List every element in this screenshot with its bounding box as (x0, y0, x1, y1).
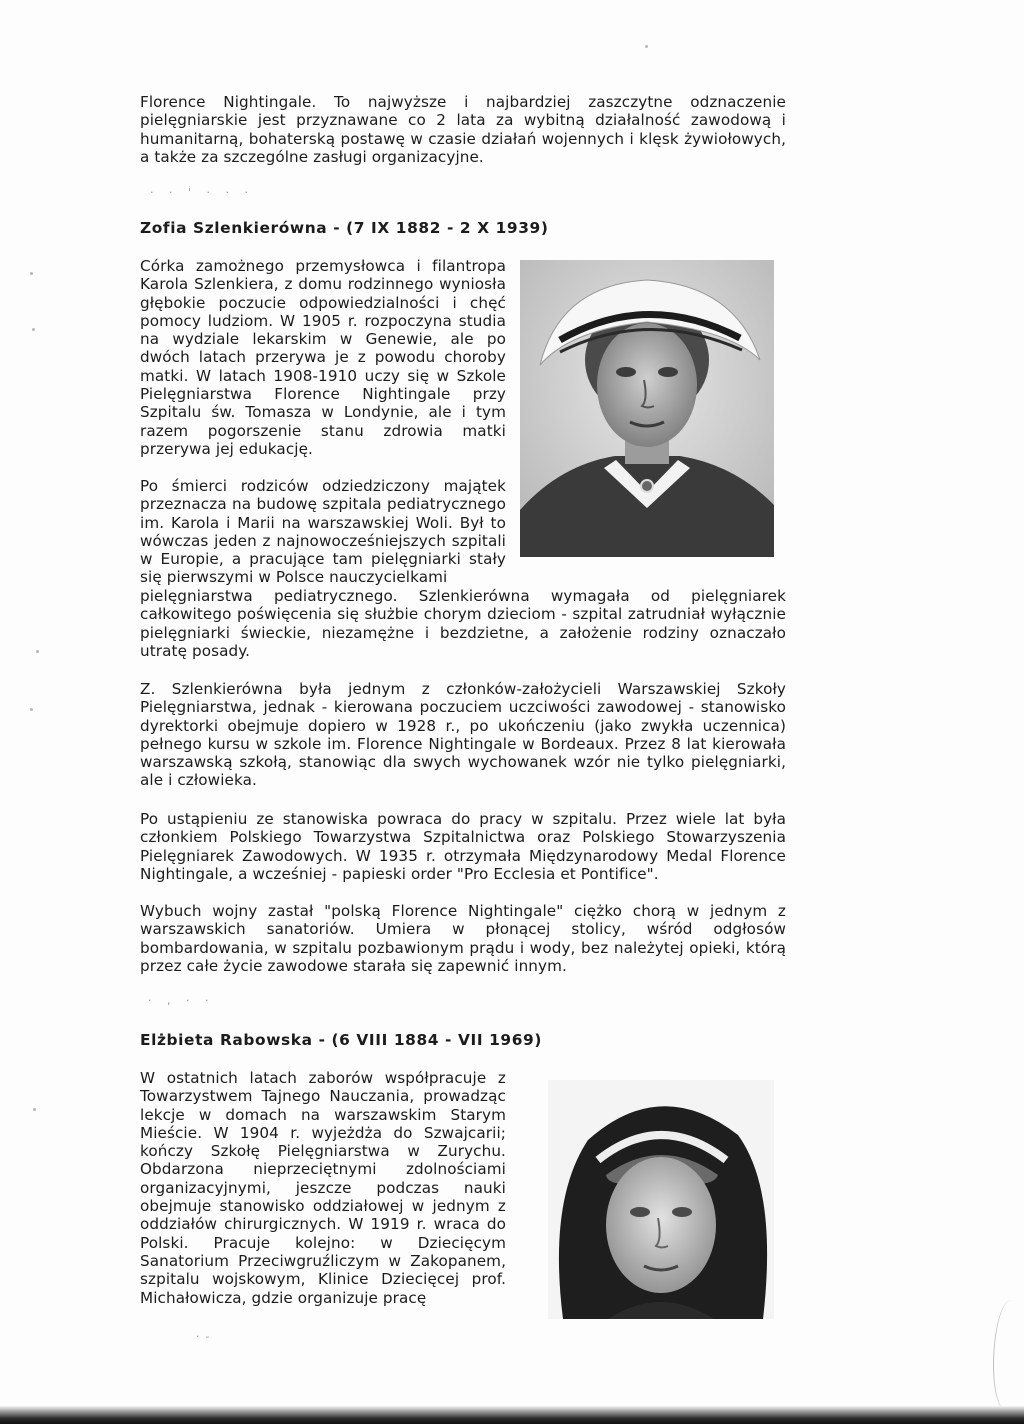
page-curl (993, 1300, 1024, 1410)
scan-smudge: · · ' · · · (150, 186, 254, 199)
scan-speck (32, 328, 35, 331)
portrait-photo-rabowska (548, 1080, 774, 1319)
section-heading-rabowska: Elżbieta Rabowska - (6 VIII 1884 - VII 1969) (140, 1031, 542, 1049)
scan-speck (30, 272, 33, 275)
scan-smudge: ·- (196, 1330, 216, 1343)
scanner-bottom-edge (0, 1406, 1024, 1424)
szlenkierowna-paragraph-5: Wybuch wojny zastał "polską Florence Nightingale" ciężko chorą w jednym z warszawskich sanatoriów. Umiera w płonącej stolicy, wśród odgłosów bombardowania, w szpitalu pozbawionym prądu i wody, bez należytej opieki, którą przez całe życie zawodowe starała się zapewnić innym. (140, 902, 786, 975)
scan-speck (33, 1108, 36, 1111)
scan-speck (30, 708, 33, 711)
intro-paragraph: Florence Nightingale. To najwyższe i najbardziej zaszczytne odznaczenie pielęgniarskie jest przyznawane co 2 lata za wybitną działalność zawodową i humanitarną, bohaterską postawę w czasie działań wojennych i klęsk żywiołowych, a także za szczególne zasługi organizacyjne. (140, 93, 786, 166)
scan-speck (645, 45, 648, 48)
scan-speck (36, 650, 39, 653)
szlenkierowna-paragraph-4: Po ustąpieniu ze stanowiska powraca do pracy w szpitalu. Przez wiele lat była członkiem Polskiego Towarzystwa Szpitalnictwa oraz Polskiego Stowarzyszenia Pielęgniarek Zawodowych. W 1935 r. otrzymała Międzynarodowy Medal Florence Nightingale, a wcześniej - papieski order "Pro Ecclesia et Pontifice". (140, 810, 786, 883)
portrait-nurse-white-cap-icon (520, 260, 774, 557)
szlenkierowna-paragraph-2b: pielęgniarstwa pediatrycznego. Szlenkierówna wymagała od pielęgniarek całkowitego poświęcenia się służbie chorym dzieciom - szpital zatrudniał wyłącznie pielęgniarki świeckie, niezamężne i bezdzietne, a założenie rodziny oznaczało utratę posady. (140, 587, 786, 660)
section-heading-szlenkierowna: Zofia Szlenkierówna - (7 IX 1882 - 2 X 1939) (140, 219, 549, 237)
rabowska-paragraph-1: W ostatnich latach zaborów współpracuje z Towarzystwem Tajnego Nauczania, prowadząc lekcje w domach na warszawskim Starym Mieście. W 1904 r. wyjeżdża do Szwajcarii; kończy Szkołę Pielęgniarstwa w Zurychu. Obdarzona nieprzeciętnymi zdolnościami organizacyjnymi, jeszcze podczas nauki obejmuje stanowisko oddziałowej w jednym z oddziałów chirurgicznych. W 1919 r. wraca do Polski. Pracuje kolejno: w Dziecięcym Sanatorium Przeciwgruźliczym w Zakopanem, szpitalu wojskowym, Klinice Dziecięcej prof. Michałowicza, gdzie organizuje pracę (140, 1069, 506, 1307)
szlenkierowna-paragraph-2a: Po śmierci rodziców odziedziczony majątek przeznacza na budowę szpitala pediatrycznego im. Karola i Marii na warszawskiej Woli. Był to wówczas jeden z najnowocześniejszych szpitali w Europie, a pracujące tam pielęgniarki stały się pierwszymi w Polsce nauczycielkami (140, 477, 506, 587)
szlenkierowna-paragraph-3: Z. Szlenkierówna była jednym z członków-założycieli Warszawskiej Szkoły Pielęgniarstwa, jednak - kierowana poczuciem uczciwości zawodowej - stanowisko dyrektorki obejmuje dopiero w 1928 r., po ukończeniu (jako zwykła uczennica) pełnego kursu w szkole im. Florence Nightingale w Bordeaux. Przez 8 lat kierowała warszawską szkołą, stanowiąc dla swych wychowanek wzór nie tylko pielęgniarki, ale i człowieka. (140, 680, 786, 790)
portrait-photo-szlenkierowna (520, 260, 774, 557)
szlenkierowna-paragraph-1: Córka zamożnego przemysłowca i filantropa Karola Szlenkiera, z domu rodzinnego wyniosła głębokie poczucie odpowiedzialności i chęć pomocy ludziom. W 1905 r. rozpoczyna studia na wydziale lekarskim w Genewie, ale po dwóch latach przerywa je z powodu choroby matki. W latach 1908-1910 uczy się w Szkole Pielęgniarstwa Florence Nightingale przy Szpitalu św. Tomasza w Londynie, ale i tym razem pogorszenie stanu zdrowia matki przerywa jej edukację. (140, 257, 506, 458)
portrait-nurse-dark-veil-icon (548, 1080, 774, 1319)
scan-smudge: · , · · (148, 994, 215, 1007)
